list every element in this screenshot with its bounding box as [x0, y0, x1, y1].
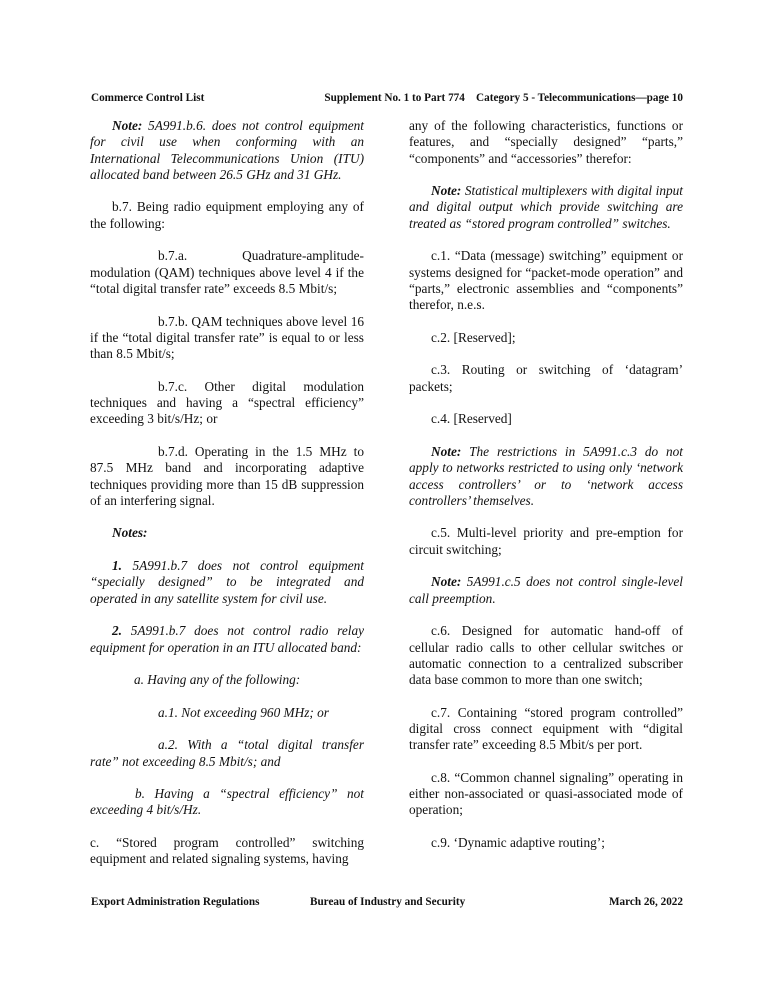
note-2a: a. Having any of the following:	[134, 672, 301, 688]
note-2b: b. Having a “spectral efficiency” not exceeding 4 bit/s/Hz.	[90, 786, 364, 818]
note-text: 5A991.b.7 does not control equipment “specially designed” to be integrated and operated in any satellite system for civil use.	[90, 558, 364, 606]
note-text: Statistical multiplexers with digital input and digital output which provide switching are treated as “stored program controlled” switches.	[409, 183, 683, 231]
note-label: Note:	[431, 183, 462, 199]
item-c1: c.1. “Data (message) switching” equipment or systems designed for “packet-mode operation” and “parts,” electronic assemblies and “components” therefor, n.e.s.	[409, 248, 683, 313]
item-c9: c.9. ‘Dynamic adaptive routing’;	[431, 835, 605, 851]
item-c5: c.5. Multi-level priority and pre-emption for circuit switching;	[409, 525, 683, 557]
item-b7d: b.7.d. Operating in the 1.5 MHz to 87.5 MHz band and incorporating adaptive techniques providing more than 15 dB suppression of an interfering signal.	[90, 443, 364, 508]
item-c: c. “Stored program controlled” switching equipment and related signaling systems, having	[90, 835, 364, 867]
note-c	[409, 183, 683, 232]
note-2	[90, 623, 364, 656]
note-1	[90, 558, 364, 607]
item-b7: b.7. Being radio equipment employing any of the following:	[90, 199, 364, 231]
note-text: 5A991.c.5 does not control single-level call preemption.	[409, 574, 683, 606]
note-text: The restrictions in 5A991.c.3 do not apply to networks restricted to using only ‘network access controllers’ or to ‘network access controllers’ themselves.	[409, 443, 683, 508]
footer-left: Export Administration Regulations	[91, 896, 260, 908]
note-2a1: a.1. Not exceeding 960 MHz; or	[158, 704, 329, 720]
item-b7b: b.7.b. QAM techniques above level 16 if the “total digital transfer rate” is equal to or less than 8.5 Mbit/s;	[90, 313, 364, 362]
right-column	[409, 118, 683, 868]
item-c6: c.6. Designed for automatic hand-off of cellular radio calls to other cellular switches or automatic connection to a centralized subscriber data base common to more than one switch;	[409, 623, 683, 688]
footer-right: March 26, 2022	[608, 896, 683, 908]
note-label: Note:	[112, 118, 143, 133]
header-right: Supplement No. 1 to Part 774 Category 5 - Telecommunications—page 10	[324, 92, 683, 104]
header-left: Commerce Control List	[91, 92, 205, 104]
item-c4: c.4. [Reserved]	[431, 411, 512, 427]
note-label: Note:	[431, 574, 462, 590]
note-text: 5A991.b.7 does not control radio relay equipment for operation in an ITU allocated band:	[90, 623, 364, 655]
footer-center: Bureau of Industry and Security	[310, 896, 466, 908]
note-label: 2.	[112, 623, 122, 639]
note-b6	[90, 118, 364, 183]
item-b7c: b.7.c. Other digital modulation techniques and having a “spectral efficiency” exceeding 3 bit/s/Hz; or	[90, 378, 364, 427]
note-text: 5A991.b.6. does not control equipment for civil use when conforming with an International Telecommunications Union (ITU) allocated band between 26.5 GHz and 31 GHz.	[90, 118, 364, 182]
item-c-continued: any of the following characteristics, functions or features, and “specially designed” “parts,” “components” and “accessories” therefor:	[409, 118, 683, 166]
item-b7a: b.7.a. Quadrature-amplitude-modulation (QAM) techniques above level 4 if the “total digital transfer rate” exceeds 8.5 Mbit/s;	[90, 248, 364, 296]
left-column	[90, 118, 364, 884]
note-c5	[409, 574, 683, 607]
notes-heading: Notes:	[112, 525, 148, 541]
note-label: 1.	[112, 558, 122, 574]
note-2a2: a.2. With a “total digital transfer rate” not exceeding 8.5 Mbit/s; and	[90, 737, 364, 769]
note-c3	[409, 444, 683, 509]
note-label: Note:	[431, 443, 462, 459]
item-c2: c.2. [Reserved];	[431, 329, 516, 345]
item-c8: c.8. “Common channel signaling” operating in either non-associated or quasi-associated mode of operation;	[409, 769, 683, 818]
item-c7: c.7. Containing “stored program controlled” digital cross connect equipment with “digital transfer rate” exceeding 8.5 Mbit/s per port.	[409, 704, 683, 753]
item-c3: c.3. Routing or switching of ‘datagram’ packets;	[409, 362, 683, 394]
